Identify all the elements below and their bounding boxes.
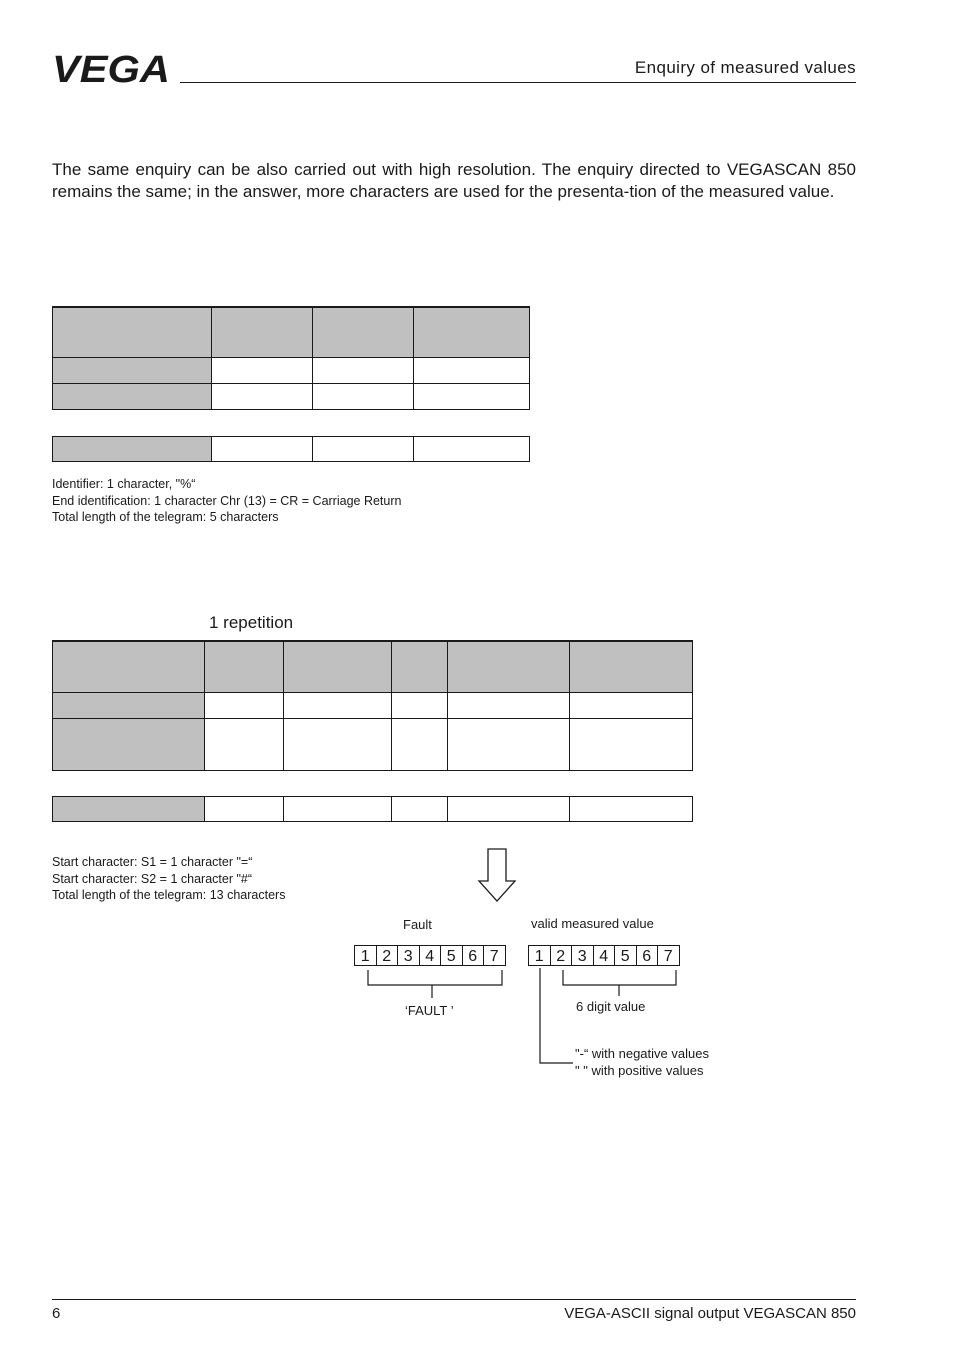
digit-cell: 7: [483, 945, 506, 966]
digit-cell: 5: [614, 945, 637, 966]
digit-cell: 6: [636, 945, 659, 966]
digit-cell: 7: [657, 945, 680, 966]
digit-cell: 3: [571, 945, 594, 966]
digit-cell: 2: [376, 945, 399, 966]
digit-cell: 4: [593, 945, 616, 966]
note-line: Start character: S1 = 1 character "=“: [52, 855, 253, 869]
note-line: Start character: S2 = 1 character "#“: [52, 871, 253, 886]
note-line: End identification: 1 character Chr (13) = CR = Carriage Return: [52, 493, 402, 508]
digit-cell: 4: [419, 945, 442, 966]
digit-cell: 1: [528, 945, 551, 966]
note-line: Total length of the telegram: 13 characters: [52, 888, 286, 902]
repetition-label: 1 repetition: [209, 613, 294, 632]
digit-cell: 3: [397, 945, 420, 966]
valid-value-label: valid measured value: [531, 916, 654, 931]
digit-value-label: 6 digit value: [576, 999, 646, 1014]
digit-cell: 6: [462, 945, 485, 966]
sign-negative-label: "-“ with negative values: [575, 1046, 709, 1061]
digit-cell: 2: [550, 945, 573, 966]
footer-rule: [52, 1299, 856, 1300]
intro-paragraph: The same enquiry can be also carried out with high resolution. The enquiry directed to VEGASCAN 850 remains the same; in the answer, more characters are used for the presenta-tion of the measured value.: [52, 160, 856, 201]
page-number: 6: [52, 1305, 61, 1322]
page-title: Enquiry of measured values: [634, 58, 856, 77]
fault-label: Fault: [403, 917, 432, 932]
document-title: VEGA-ASCII signal output VEGASCAN 850: [564, 1305, 856, 1322]
svg-text:VEGA: VEGA: [52, 52, 170, 84]
digit-cell: 1: [354, 945, 377, 966]
sign-positive-label: " " with positive values: [575, 1063, 704, 1078]
digit-cell: 5: [440, 945, 463, 966]
note-line: Identifier: 1 character, "%“: [52, 477, 196, 491]
fault-text: ‘FAULT ’: [405, 1003, 454, 1018]
note-line: Total length of the telegram: 5 characters: [52, 510, 279, 524]
